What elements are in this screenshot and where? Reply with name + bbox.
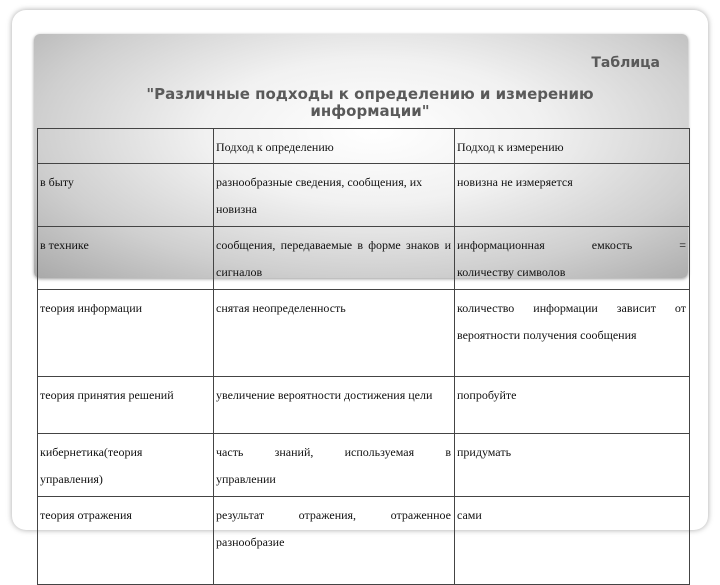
header-cell-empty — [38, 129, 214, 164]
area-cell: в технике — [38, 227, 214, 290]
table-row — [38, 164, 690, 227]
header-cell-definition: Подход к определению — [214, 129, 455, 164]
measurement-word: емкость — [591, 238, 633, 252]
definition-word: часть — [216, 445, 244, 459]
definition-word: результат — [216, 508, 265, 522]
definition-cell — [214, 497, 455, 585]
area-cell: теория принятия решений — [38, 377, 214, 434]
measurement-word: информационная — [457, 238, 545, 252]
definition-cell — [214, 434, 455, 497]
measurement-cell — [455, 227, 690, 290]
measurement-word: = — [679, 238, 686, 252]
page-title: "Различные подходы к определению и измерению информации" — [146, 85, 594, 120]
table-label: Таблица — [591, 55, 660, 71]
table-row — [38, 497, 690, 585]
definition-word: используемая — [344, 445, 415, 459]
definition-word: знаний, — [274, 445, 314, 459]
definition-word: отраженное — [390, 508, 451, 522]
measurement-cell: сами — [455, 497, 690, 585]
area-cell: теория информации — [38, 290, 214, 377]
measurement-cell: придумать — [455, 434, 690, 497]
definition-line-1 — [216, 439, 451, 466]
area-line-2: управления) — [40, 472, 103, 486]
approaches-table — [37, 128, 690, 585]
table-row — [38, 290, 690, 377]
definition-line-1 — [216, 502, 451, 529]
area-cell — [38, 434, 214, 497]
area-cell: в быту — [38, 164, 214, 227]
measurement-line-2: количеству символов — [457, 265, 566, 279]
definition-cell: сообщения, передаваемые в форме знаков и сигналов — [214, 227, 455, 290]
definition-word: в — [445, 445, 451, 459]
definition-word: отражения, — [298, 508, 357, 522]
measurement-cell: попробуйте — [455, 377, 690, 434]
table-row — [38, 227, 690, 290]
definition-cell: снятая неопределенность — [214, 290, 455, 377]
header-cell-measurement: Подход к измерению — [455, 129, 690, 164]
definition-cell: разнообразные сведения, сообщения, их новизна — [214, 164, 455, 227]
definition-line-2: управлении — [216, 472, 276, 486]
area-line-1: кибернетика(теория — [40, 445, 143, 459]
definition-line-2: разнообразие — [216, 535, 285, 549]
measurement-line-1 — [457, 232, 686, 259]
measurement-cell: количество информации зависит от вероятности получения сообщения — [455, 290, 690, 377]
table-row — [38, 377, 690, 434]
definition-cell: увеличение вероятности достижения цели — [214, 377, 455, 434]
area-cell: теория отражения — [38, 497, 214, 585]
table-header-row — [38, 129, 690, 164]
table-row — [38, 434, 690, 497]
measurement-cell: новизна не измеряется — [455, 164, 690, 227]
